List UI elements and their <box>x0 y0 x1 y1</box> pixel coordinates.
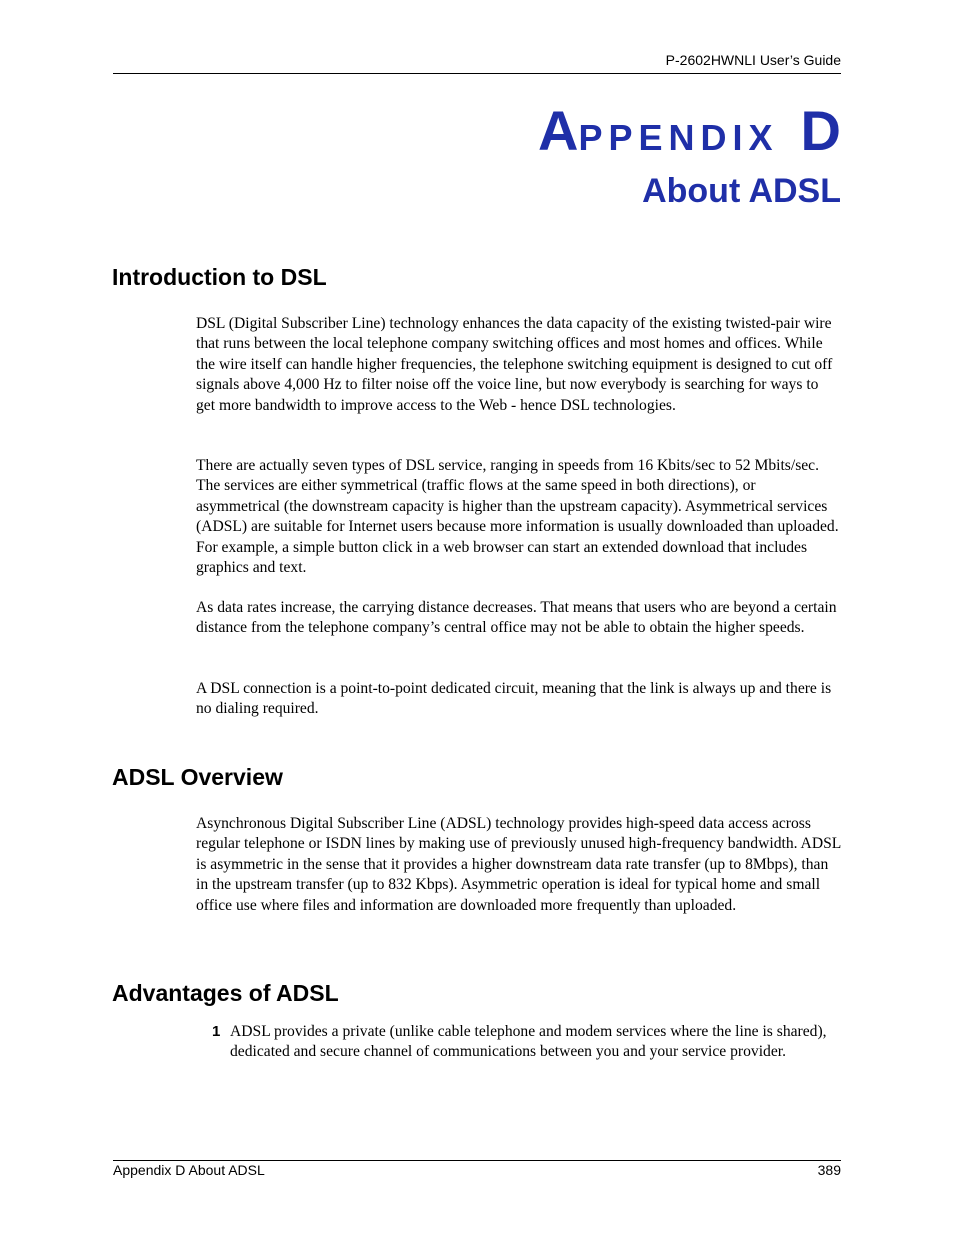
intro-paragraph-1: DSL (Digital Subscriber Line) technology enhances the data capacity of the existing twisted-pair wire that runs between the local telephone company switching offices and most homes and offices. While the wire itself can handle higher frequencies, the telephone switching equipment is designed to cut off signals above 4,000 Hz to filter noise off the voice line, but now everybody is searching for ways to get more bandwidth to improve access to the Web - hence DSL technologies. <box>196 315 833 414</box>
footer-chapter-label: Appendix D About ADSL <box>113 1162 265 1178</box>
intro-paragraph-2: There are actually seven types of DSL service, ranging in speeds from 16 Kbits/sec to 52 Mbits/sec. The services are either symmetrical (traffic flows at the same speed in both directions), or asymmetrical (the downstream capacity is higher than the upstream capacity). Asymmetrical services (ADSL) are suitable for Internet users because more information is usually downloaded than uploaded. For example, a simple button click in a web browser can start an extended download that includes graphics and text. <box>196 457 839 577</box>
intro-paragraph-3: As data rates increase, the carrying distance decreases. That means that users who are beyond a certain distance from the telephone company’s central office may not be able to obtain the higher speeds. <box>196 599 837 637</box>
list-item-text: ADSL provides a private (unlike cable telephone and modem services where the line is shared), dedicated and secure channel of communications between you and your service provider. <box>230 1023 827 1061</box>
section-heading-advantages: Advantages of ADSL <box>112 980 339 1006</box>
appendix-letter: D <box>800 99 841 162</box>
appendix-word-rest: PPENDIX <box>578 117 779 158</box>
intro-paragraph-4: A DSL connection is a point-to-point dedicated circuit, meaning that the link is always up and there is no dialing required. <box>196 680 832 718</box>
chapter-title: About ADSL <box>642 172 841 210</box>
section-heading-overview: ADSL Overview <box>112 764 283 790</box>
header-rule <box>113 73 841 74</box>
page-number: 389 <box>817 1162 841 1178</box>
section-heading-intro: Introduction to DSL <box>112 264 327 290</box>
running-header: P-2602HWNLI User’s Guide <box>665 52 841 68</box>
list-item-number: 1 <box>212 1023 221 1040</box>
appendix-initial: A <box>538 99 579 162</box>
overview-paragraph-1: Asynchronous Digital Subscriber Line (ADSL) technology provides high-speed data access across regular telephone or ISDN lines by making use of previously unused high-frequency bandwidth. ADSL is asymmetric in the sense that it provides a higher downstream data rate transfer (up to 8Mbps), than in the upstream transfer (up to 832 Kbps). Asymmetric operation is ideal for typical home and small office use where files and information are downloaded more frequently than uploaded. <box>196 815 841 914</box>
